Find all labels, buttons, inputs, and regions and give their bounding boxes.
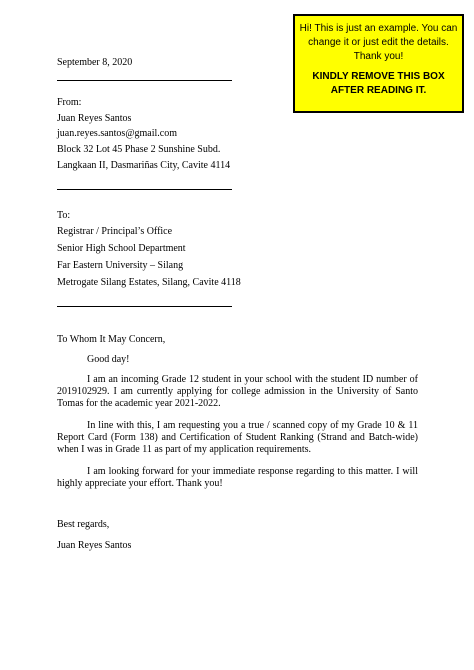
instruction-note-text: Hi! This is just an example. You can change it or just edit the details. Thank you! <box>299 23 458 62</box>
body-paragraph-1: I am an incoming Grade 12 student in your school with the student ID number of 2019102929. I am currently applying for college admission in the University of Santo Tomas for the academic year 2021-2022. <box>57 374 418 409</box>
recipient-department: Senior High School Department <box>57 243 186 254</box>
recipient-address: Metrogate Silang Estates, Silang, Cavite 4118 <box>57 277 241 288</box>
closing-regards: Best regards, <box>57 519 110 530</box>
recipient-school: Far Eastern University – Silang <box>57 260 184 271</box>
instruction-note-warning: KINDLY REMOVE THIS BOX AFTER READING IT. <box>312 71 445 96</box>
sender-address-line-2: Langkaan II, Dasmariñas City, Cavite 4114 <box>57 160 231 171</box>
divider-date <box>57 80 232 81</box>
greeting: Good day! <box>87 354 130 365</box>
salutation: To Whom It May Concern, <box>57 334 166 345</box>
divider-to <box>57 306 232 307</box>
sender-email: juan.reyes.santos@gmail.com <box>57 128 178 139</box>
recipient-office: Registrar / Principal’s Office <box>57 226 173 237</box>
from-label: From: <box>57 97 82 108</box>
letter-date: September 8, 2020 <box>57 57 133 68</box>
sender-address-line-1: Block 32 Lot 45 Phase 2 Sunshine Subd. <box>57 144 221 155</box>
body-paragraph-2: In line with this, I am requesting you a true / scanned copy of my Grade 10 & 11 Report Card (Form 138) and Certification of Student Ranking (Strand and Batch-wide) when I was in Grade 11 as part of my application requirements. <box>57 420 418 455</box>
to-label: To: <box>57 210 71 221</box>
divider-from <box>57 189 232 190</box>
closing-signature-name: Juan Reyes Santos <box>57 540 132 551</box>
body-paragraph-3: I am looking forward for your immediate response regarding to this matter. I will highly appreciate your effort. Thank you! <box>57 466 418 489</box>
instruction-note-box <box>293 14 464 113</box>
sender-name: Juan Reyes Santos <box>57 113 132 124</box>
